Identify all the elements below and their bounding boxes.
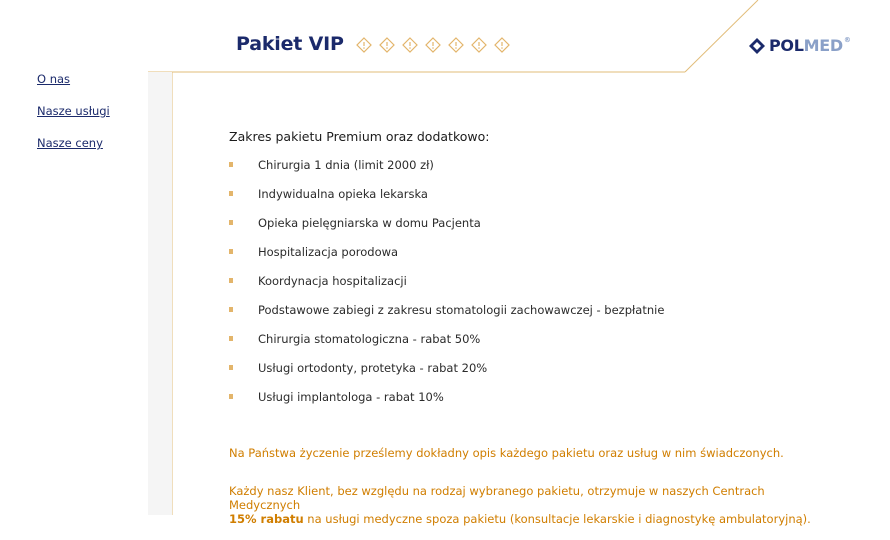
page-title: Pakiet VIP [236, 33, 344, 55]
bullet-icon [229, 191, 233, 196]
logo-diamond-icon [748, 37, 766, 55]
info-note: Na Państwa życzenie prześlemy dokładny opis każdego pakietu oraz usług w nim świadczonych. [229, 446, 784, 460]
diamond-exclamation-icon [425, 37, 441, 53]
bullet-icon [229, 220, 233, 225]
list-item-text: Opieka pielęgniarska w domu Pacjenta [258, 216, 481, 230]
list-item-text: Chirurgia stomatologiczna - rabat 50% [258, 332, 481, 346]
discount-highlight: 15% rabatu [229, 512, 304, 526]
discount-text-line1: Każdy nasz Klient, bez względu na rodzaj wybranego pakietu, otrzymuje w naszych Centrach Medycznych [229, 484, 765, 512]
list-item-text: Hospitalizacja porodowa [258, 245, 399, 259]
nav-link-nasze-uslugi[interactable]: Nasze usługi [37, 104, 110, 118]
bullet-icon [229, 394, 233, 399]
bullet-icon [229, 307, 233, 312]
diamond-exclamation-icon [402, 37, 418, 53]
list-item-text: Koordynacja hospitalizacji [258, 274, 407, 288]
package-heading: Zakres pakietu Premium oraz dodatkowo: [229, 129, 490, 144]
diamond-exclamation-icon [379, 37, 395, 53]
bullet-icon [229, 365, 233, 370]
nav-link-nasze-ceny[interactable]: Nasze ceny [37, 136, 103, 150]
logo-wordmark: POLMED® [769, 36, 851, 55]
diamond-exclamation-icon [494, 37, 510, 53]
discount-text-line2: na usługi medyczne spoza pakietu (konsultacje lekarskie i diagnostykę ambulatoryjną). [303, 512, 811, 526]
list-item-text: Chirurgia 1 dnia (limit 2000 zł) [258, 158, 434, 172]
list-item-text: Podstawowe zabiegi z zakresu stomatologii zachowawczej - bezpłatnie [258, 303, 665, 317]
list-item-text: Usługi implantologa - rabat 10% [258, 390, 444, 404]
bullet-icon [229, 336, 233, 341]
nav-link-o-nas[interactable]: O nas [37, 72, 71, 86]
list-item-text: Usługi ortodonty, protetyka - rabat 20% [258, 361, 488, 375]
bullet-icon [229, 162, 233, 167]
bullet-icon [229, 278, 233, 283]
list-item-text: Indywidualna opieka lekarska [258, 187, 428, 201]
diamond-icon-row [356, 37, 510, 53]
diamond-exclamation-icon [448, 37, 464, 53]
diamond-exclamation-icon [356, 37, 372, 53]
discount-paragraph [229, 484, 829, 526]
diamond-exclamation-icon [471, 37, 487, 53]
bullet-icon [229, 249, 233, 254]
polmed-logo [748, 36, 851, 55]
